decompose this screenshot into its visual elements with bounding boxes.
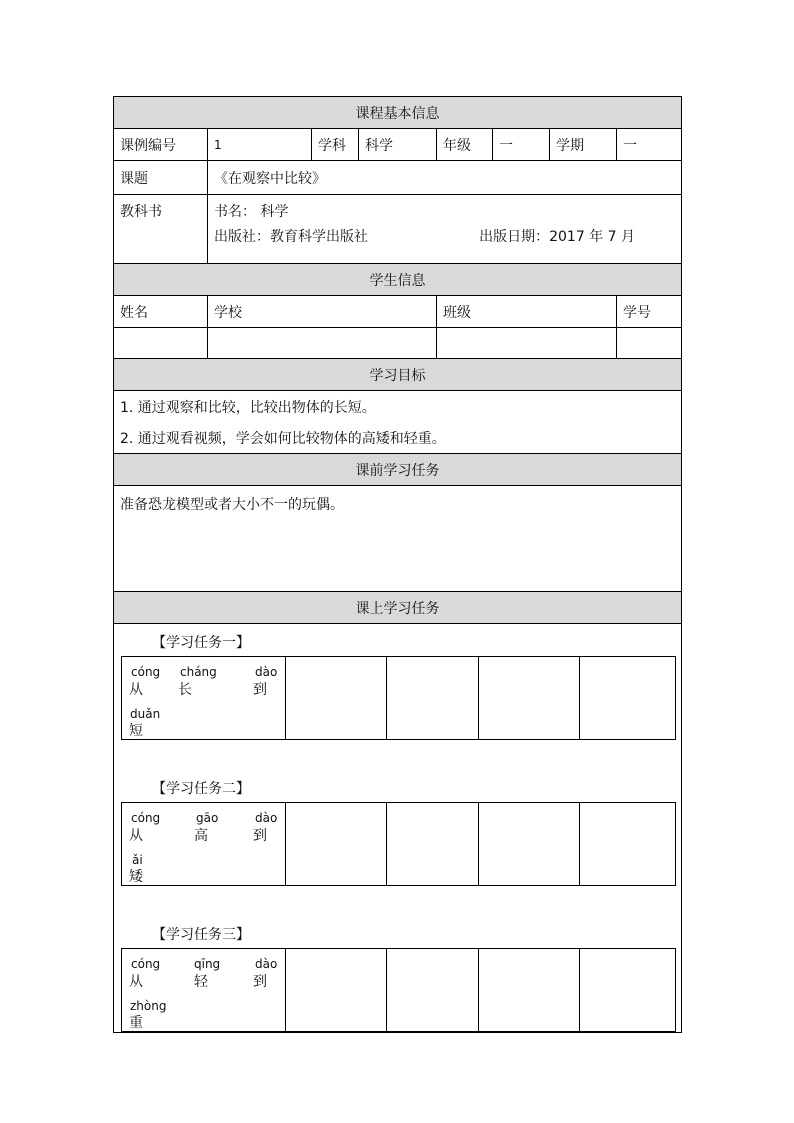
topic-value: 《在观察中比较》 <box>208 161 682 195</box>
task-1-label: 【学习任务一】 <box>152 635 250 651</box>
book-name: 书名： 科学 <box>214 203 289 220</box>
pinyin: dào <box>255 665 278 679</box>
pinyin: cháng <box>180 665 217 679</box>
answer-box[interactable] <box>479 803 580 886</box>
term-value: 一 <box>617 129 682 161</box>
name-label: 姓名 <box>114 296 208 328</box>
lesson-table <box>113 96 682 1033</box>
answer-box[interactable] <box>286 657 387 740</box>
topic-label: 课题 <box>114 161 208 195</box>
lesson-no-value: 1 <box>208 129 312 161</box>
publisher: 出版社：教育科学出版社 <box>214 229 368 245</box>
grade-value: 一 <box>493 129 550 161</box>
hanzi: 从 <box>129 682 143 698</box>
student-id-label: 学号 <box>617 296 682 328</box>
student-id-field[interactable] <box>617 328 682 359</box>
hanzi: 从 <box>129 974 143 990</box>
hanzi: 高 <box>194 828 208 844</box>
task-2-prompt <box>122 803 286 886</box>
hanzi: 轻 <box>194 974 208 990</box>
pinyin: cóng <box>131 957 161 971</box>
task-2-label: 【学习任务二】 <box>152 781 250 797</box>
task-3-label: 【学习任务三】 <box>152 927 250 943</box>
answer-box[interactable] <box>387 803 479 886</box>
goals-list <box>114 391 682 454</box>
hanzi: 到 <box>253 828 267 844</box>
textbook-label: 教科书 <box>114 195 208 264</box>
publisher-line <box>214 226 675 246</box>
textbook-info <box>208 195 682 264</box>
answer-box[interactable] <box>479 949 580 1032</box>
hanzi: 到 <box>253 974 267 990</box>
school-label: 学校 <box>208 296 437 328</box>
answer-box[interactable] <box>387 657 479 740</box>
lesson-no-label: 课例编号 <box>114 129 208 161</box>
pre-class-task-text: 准备恐龙模型或者大小不一的玩偶。 <box>114 486 682 592</box>
section-pre-class-task: 课前学习任务 <box>114 454 682 486</box>
pinyin: cóng <box>131 811 161 825</box>
term-label: 学期 <box>550 129 617 161</box>
grade-label: 年级 <box>437 129 493 161</box>
task-1-prompt <box>122 657 286 740</box>
hanzi: 短 <box>129 723 143 739</box>
hanzi: 到 <box>253 682 267 698</box>
pinyin: duǎn <box>130 707 161 721</box>
answer-box[interactable] <box>286 803 387 886</box>
school-field[interactable] <box>208 328 437 359</box>
answer-box[interactable] <box>580 657 676 740</box>
class-label: 班级 <box>437 296 617 328</box>
publish-date: 出版日期：2017 年 7 月 <box>479 229 635 245</box>
section-basic-info: 课程基本信息 <box>114 97 682 129</box>
pinyin: gāo <box>196 811 219 825</box>
answer-box[interactable] <box>286 949 387 1032</box>
hanzi: 矮 <box>129 869 143 885</box>
hanzi: 从 <box>129 828 143 844</box>
hanzi: 重 <box>129 1015 143 1031</box>
goal-item: 1. 通过观察和比较，比较出物体的长短。 <box>120 399 376 416</box>
task-3-grid <box>121 948 676 1032</box>
pinyin: cóng <box>131 665 161 679</box>
pinyin: dào <box>255 957 278 971</box>
answer-box[interactable] <box>580 949 676 1032</box>
hanzi: 长 <box>178 682 192 698</box>
class-field[interactable] <box>437 328 617 359</box>
answer-box[interactable] <box>387 949 479 1032</box>
subject-value: 科学 <box>359 129 437 161</box>
task-1-grid <box>121 656 676 740</box>
section-in-class-task: 课上学习任务 <box>114 592 682 624</box>
answer-box[interactable] <box>479 657 580 740</box>
task-3-prompt <box>122 949 286 1032</box>
lesson-sheet <box>113 96 681 1033</box>
pinyin: dào <box>255 811 278 825</box>
subject-label: 学科 <box>312 129 359 161</box>
section-goals: 学习目标 <box>114 359 682 391</box>
answer-box[interactable] <box>580 803 676 886</box>
pinyin: ǎi <box>132 853 143 867</box>
section-student-info: 学生信息 <box>114 264 682 296</box>
task-2-grid <box>121 802 676 886</box>
pinyin: zhòng <box>130 999 167 1013</box>
goal-item: 2. 通过观看视频，学会如何比较物体的高矮和轻重。 <box>120 430 446 447</box>
pinyin: qīng <box>194 957 221 971</box>
in-class-tasks <box>114 624 682 1033</box>
name-field[interactable] <box>114 328 208 359</box>
